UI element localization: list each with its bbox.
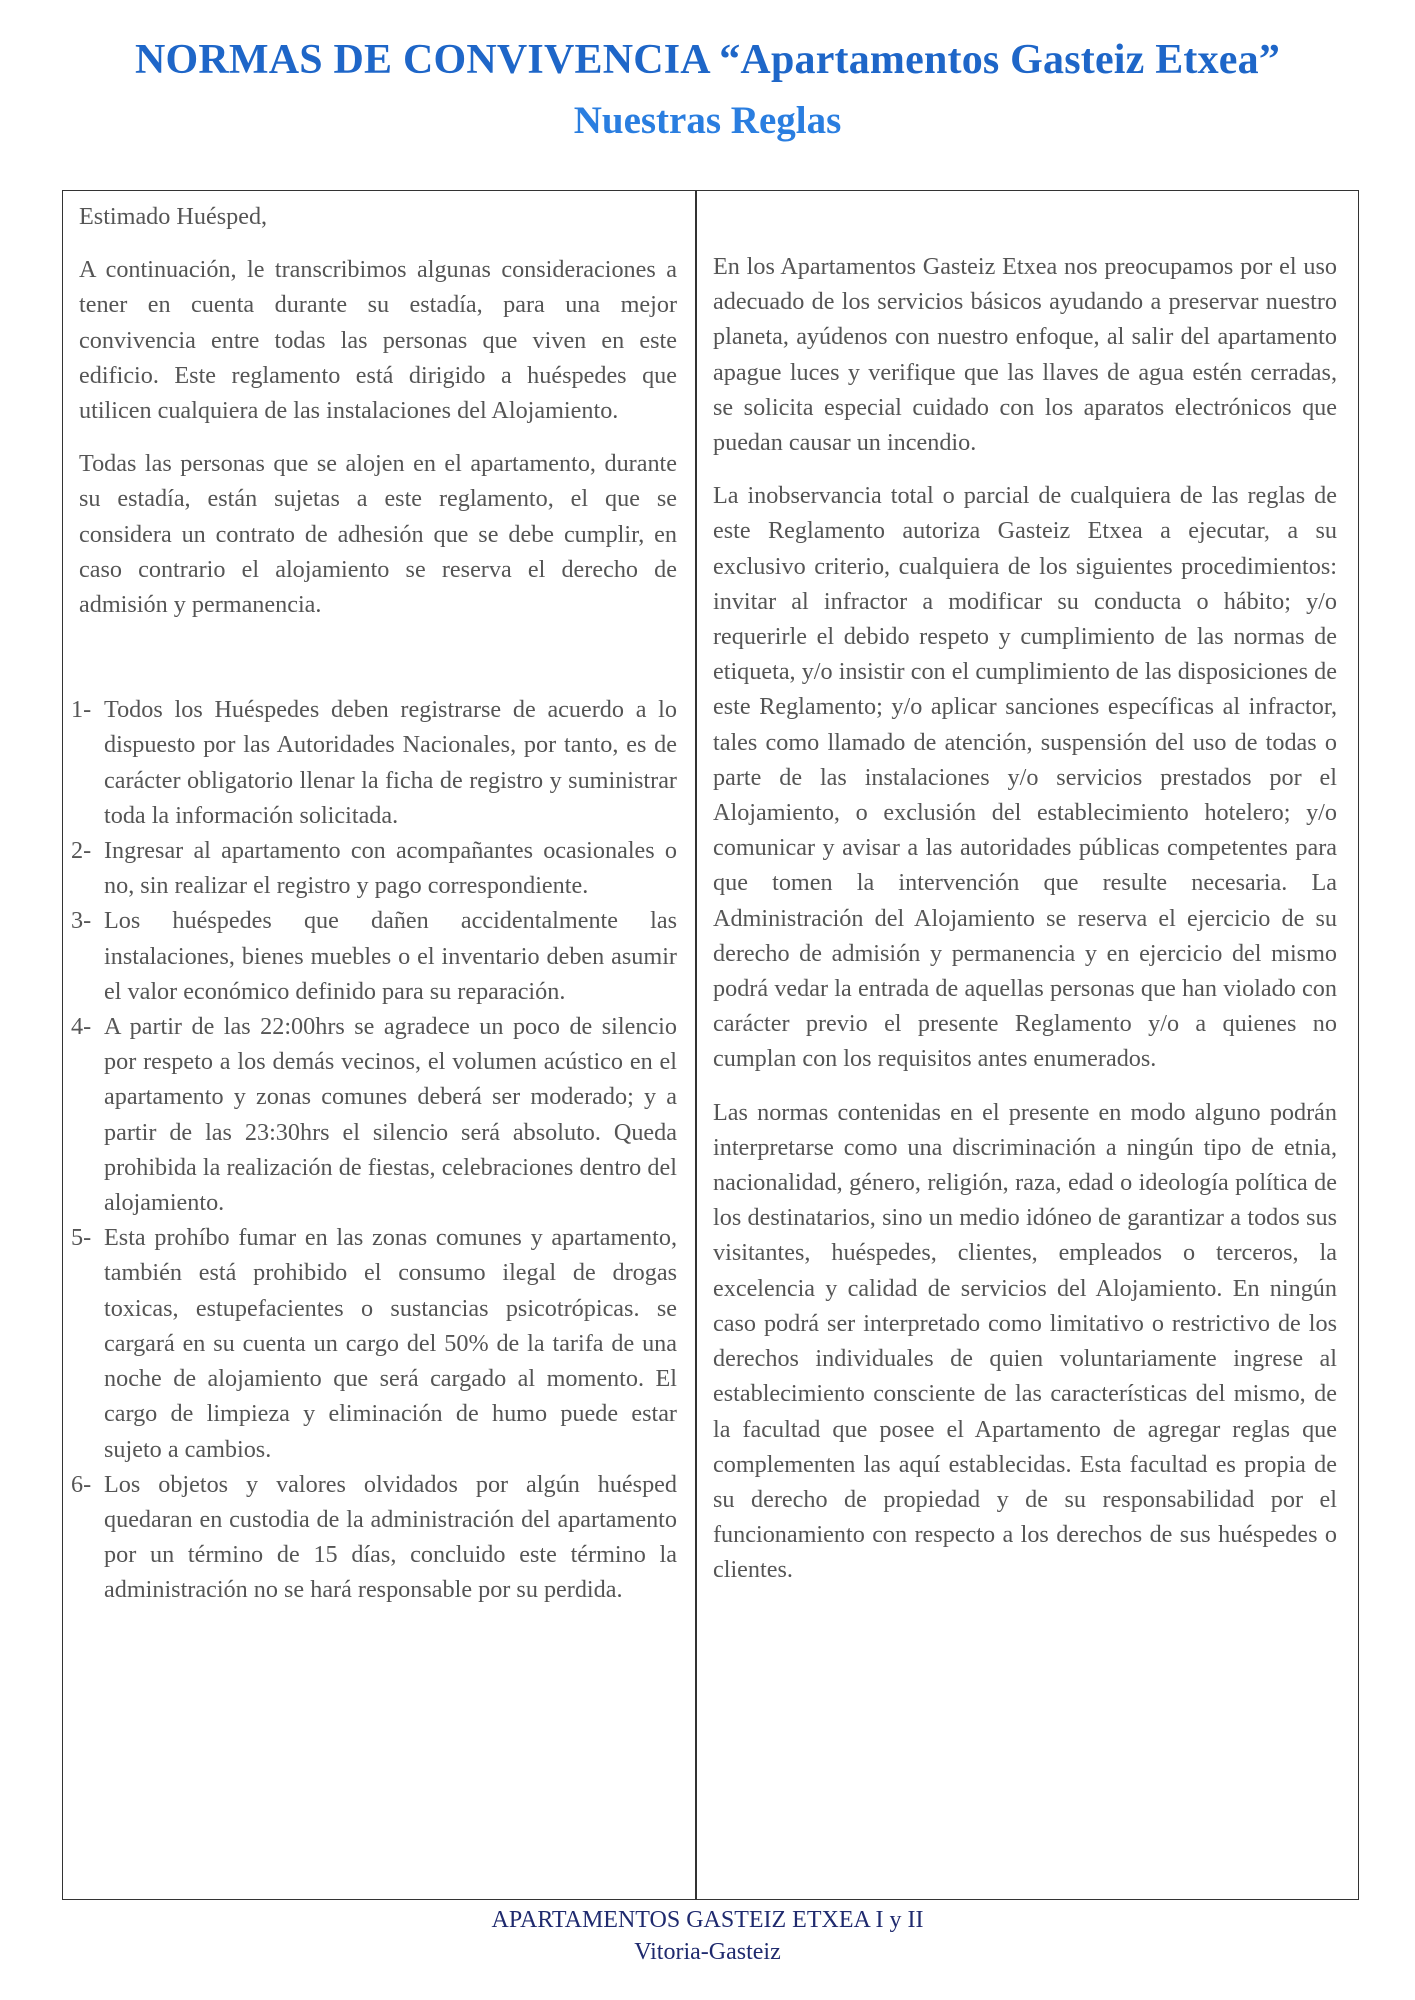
footer-line-2: Vitoria-Gasteiz <box>634 1939 781 1965</box>
rule-item <box>71 692 677 833</box>
rule-item <box>71 1009 677 1220</box>
rule-text: Los objetos y valores olvidados por algún huésped quedaran en custodia de la administración del apartamento por un término de 15 días, concluido este término la administración no se hará responsable por su perdida. <box>104 1470 677 1604</box>
rule-text: Todos los Huéspedes deben registrarse de acuerdo a lo dispuesto por las Autoridades Nacionales, por tanto, es de carácter obligatorio llenar la ficha de registro y suministrar toda la información solicitada. <box>104 696 677 829</box>
rule-text: A partir de las 22:00hrs se agradece un poco de silencio por respeto a los demás vecinos, el volumen acústico en el apartamento y zonas comunes deberá ser moderado; y a partir de las 23:30hrs el silencio será absoluto. Queda prohibida la realización de fiestas, celebraciones dentro del alojamiento. <box>104 1013 677 1217</box>
rule-number: 2- <box>71 837 92 865</box>
rule-number: 5- <box>71 1224 92 1252</box>
right-paragraph-3: Las normas contenidas en el presente en modo alguno podrán interpretarse como una discriminación a ningún tipo de etnia, nacionalidad, género, religión, raza, edad o ideología política de los destinatarios, sino un medio idóneo de garantizar a todos sus visitantes, huéspedes, clientes, empleados o terceros, la excelencia y calidad de servicios del Alojamiento. En ningún caso podrá ser interpretado como limitativo o restrictivo de los derechos individuales de quien voluntariamente ingrese al establecimiento consciente de las características del mismo, de la facultad que posee el Apartamento de agregar reglas que complementen las aquí establecidas. Esta facultad es propia de su derecho de propiedad y de su responsabilidad por el funcionamiento con respecto a los derechos de sus huéspedes o clientes. <box>713 1098 1337 1584</box>
rule-number: 3- <box>71 907 92 935</box>
rule-text: Ingresar al apartamento con acompañantes ocasionales o no, sin realizar el registro y pago correspondiente. <box>104 837 677 900</box>
document-title: NORMAS DE CONVIVENCIA “Apartamentos Gasteiz Etxea” <box>134 37 1281 83</box>
rule-item <box>71 903 677 1009</box>
rule-text: Los huéspedes que dañen accidentalmente las instalaciones, bienes muebles o el inventario deben asumir el valor económico definido para su reparación. <box>104 907 677 1005</box>
document-subtitle: Nuestras Reglas <box>573 99 842 142</box>
rule-item <box>71 1220 677 1466</box>
rule-number: 4- <box>71 1013 92 1041</box>
rule-item <box>71 833 677 903</box>
right-column <box>713 191 1337 1588</box>
footer-line-1: APARTAMENTOS GASTEIZ ETXEA I y II <box>491 1907 924 1933</box>
rule-item <box>71 1467 677 1608</box>
rules-list <box>71 692 677 1607</box>
intro-paragraph-2: Todas las personas que se alojen en el apartamento, durante su estadía, están sujetas a este reglamento, el que se considera un contrato de adhesión que se debe cumplir, en caso contrario el alojamiento se reserva el derecho de admisión y permanencia. <box>79 450 677 619</box>
column-divider <box>695 191 697 1899</box>
right-paragraph-2: La inobservancia total o parcial de cualquiera de las reglas de este Reglamento autoriza Gasteiz Etxea a ejecutar, a su exclusivo criterio, cualquiera de los siguientes procedimientos: invitar al infractor a modificar su conducta o hábito; y/o requerirle el debido respeto y cumplimiento de las normas de etiqueta, y/o insistir con el cumplimiento de las disposiciones de este Reglamento; y/o aplicar sanciones específicas al infractor, tales como llamado de atención, suspensión del uso de todas o parte de las instalaciones y/o servicios prestados por el Alojamiento, o exclusión del establecimiento hotelero; y/o comunicar y avisar a las autoridades públicas competentes para que tomen la intervención que resulte necesaria. La Administración del Alojamiento se reserva el ejercicio de su derecho de admisión y permanencia y en ejercicio del mismo podrá vedar la entrada de aquellas personas que han violado con carácter previo el presente Reglamento y/o a quienes no cumplan con los requisitos antes enumerados. <box>713 482 1337 1073</box>
greeting: Estimado Huésped, <box>79 203 268 230</box>
rule-text: Esta prohíbo fumar en las zonas comunes y apartamento, también está prohibido el consumo ilegal de drogas toxicas, estupefacientes o sustancias psicotrópicas. se cargará en su cuenta un cargo del 50% de la tarifa de una noche de alojamiento que será cargado al momento. El cargo de limpieza y eliminación de humo puede estar sujeto a cambios. <box>104 1224 677 1463</box>
left-column <box>71 191 677 1608</box>
intro-paragraph-1: A continuación, le transcribimos algunas consideraciones a tener en cuenta durante su estadía, para una mejor convivencia entre todas las personas que viven en este edificio. Este reglamento está dirigido a huéspedes que utilicen cualquiera de las instalaciones del Alojamiento. <box>79 256 677 425</box>
content-frame <box>62 190 1359 1900</box>
right-paragraph-1: En los Apartamentos Gasteiz Etxea nos preocupamos por el uso adecuado de los servicios básicos ayudando a preservar nuestro planeta, ayúdenos con nuestro enfoque, al salir del apartamento apague luces y verifique que las llaves de agua estén cerradas, se solicita especial cuidado con los aparatos electrónicos que puedan causar un incendio. <box>713 253 1337 457</box>
rule-number: 6- <box>71 1470 92 1498</box>
rule-number: 1- <box>71 696 92 724</box>
